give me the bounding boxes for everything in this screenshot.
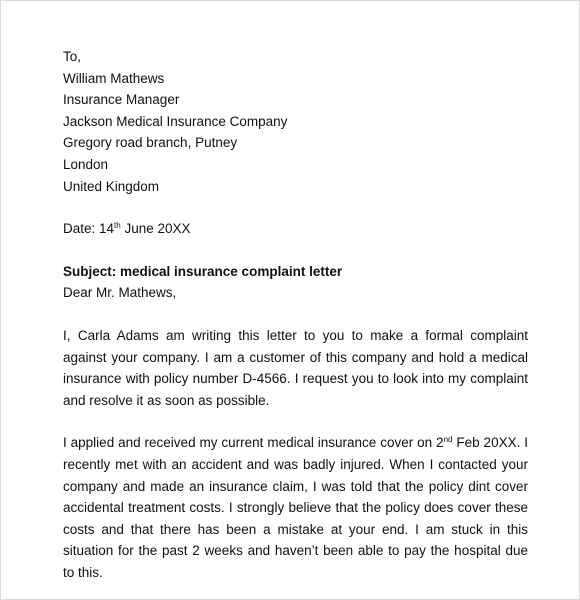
recipient-street: Gregory road branch, Putney xyxy=(63,135,238,151)
address-to: To, xyxy=(63,49,82,64)
letter-date xyxy=(63,218,528,240)
recipient-city: London xyxy=(63,156,109,172)
letter-subject: Subject: medical insurance complaint letter xyxy=(63,263,343,279)
recipient-name: William Mathews xyxy=(63,70,165,86)
paragraph-2-start: I applied and received my current medical insurance cover on 2 xyxy=(63,435,444,451)
recipient-company: Jackson Medical Insurance Company xyxy=(63,113,288,129)
paragraph-1: I, Carla Adams am writing this letter to you to make a formal complaint against your company. I am a customer of this company and hold a medical insurance with policy number D-4566. I request you to look into my complaint and resolve it as soon as possible. xyxy=(63,327,528,408)
paragraph-2-rest: Feb 20XX. I recently met with an accident and was badly injured. When I contacted your company and made an insurance claim, I was told that the policy dint cover accidental treatment costs. I strongly believe that the policy does cover these costs and that there has been a mistake at your end. I am stuck in this situation for the past 2 weeks and haven’t been able to pay the hospital due to this. xyxy=(63,435,528,580)
date-rest: June 20XX xyxy=(120,221,191,237)
date-label: Date: 14 xyxy=(63,221,115,237)
recipient-country: United Kingdom xyxy=(63,178,160,194)
letter-body xyxy=(63,46,528,583)
letter-greeting: Dear Mr. Mathews, xyxy=(63,285,177,301)
paragraph-2-suffix: nd xyxy=(443,435,453,445)
date-suffix: th xyxy=(114,221,121,231)
recipient-title: Insurance Manager xyxy=(63,92,180,108)
paragraph-2 xyxy=(63,432,528,583)
